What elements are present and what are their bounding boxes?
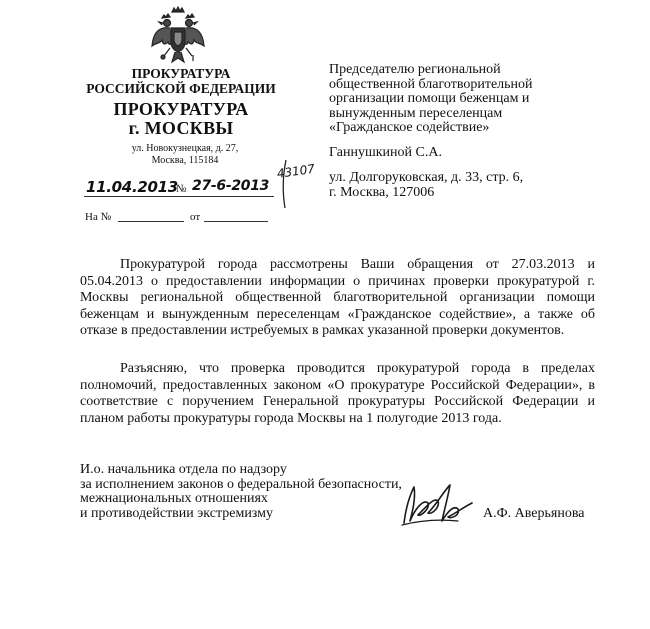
recipient-title — [329, 63, 629, 136]
registration-date: 11.04.2013 — [86, 178, 178, 196]
recipient-line-5: «Гражданское содействие» — [329, 120, 490, 135]
registration-number-label: № — [176, 183, 187, 195]
signer-title — [80, 463, 410, 521]
reference-date-blank — [204, 221, 268, 222]
handwritten-signature — [398, 477, 480, 529]
recipient-address-line-2: г. Москва, 127006 — [329, 185, 435, 200]
recipient-line-1: Председателю региональной — [329, 62, 501, 77]
office-line-2: г. МОСКВЫ — [128, 118, 234, 138]
reference-from-label: от — [190, 211, 201, 223]
org-line-2: РОССИЙСКОЙ ФЕДЕРАЦИИ — [86, 81, 276, 96]
signer-title-line-3: межнациональных отношениях — [80, 491, 268, 507]
sender-address-line-1: ул. Новокузнецкая, д. 27, — [131, 143, 239, 154]
registration-number: 27-6-2013 — [192, 178, 270, 194]
recipient-address-line-1: ул. Долгоруковская, д. 33, стр. 6, — [329, 170, 524, 185]
double-headed-eagle-emblem — [150, 6, 206, 68]
org-line-1: ПРОКУРАТУРА — [131, 66, 231, 81]
body-paragraph-1: Прокуратурой города рассмотрены Ваши обращения от 27.03.2013 и 05.04.2013 о предоставлении информации о причинах проверки прокуратурой г. Москвы региональной общественной благотворительной организации помощи беженцам и вынужденным переселенцам «Гражданское содействие», а также об отказе в предоставлении истребуемых в рамках указанной проверки документов. — [80, 257, 595, 339]
signer-name: А.Ф. Аверьянова — [483, 506, 585, 521]
recipient-line-4: вынужденным переселенцам — [329, 105, 503, 121]
signer-title-line-2: за исполнением законов о федеральной безопасности, — [80, 476, 402, 492]
recipient-line-2: общественной благотворительной — [329, 76, 533, 92]
reference-number-label: На № — [85, 211, 112, 223]
moscow-prosecutor-office-heading — [68, 100, 294, 138]
prosecutor-general-office-heading — [68, 66, 294, 96]
registration-underline — [84, 196, 274, 197]
body-paragraph-2: Разъясняю, что проверка проводится прокуратурой города в пределах полномочий, предоставленных законом «О прокуратуре Российской Федерации», в соответствие с поручением Генеральной прокуратуры Российской Федерации и планом работы прокуратуры города Москвы на 1 полугодие 2013 года. — [80, 361, 595, 426]
signer-title-line-1: И.о. начальника отдела по надзору — [80, 462, 287, 477]
reference-number-blank — [118, 221, 184, 222]
stamp-number: 43107 — [276, 161, 316, 181]
sender-address-line-2: Москва, 115184 — [151, 155, 219, 166]
recipient-name: Ганнушкиной С.А. — [329, 145, 442, 160]
signer-title-line-4: и противодействии экстремизму — [80, 505, 273, 521]
office-line-1: ПРОКУРАТУРА — [113, 99, 249, 119]
recipient-line-3: организации помощи беженцам и — [329, 91, 530, 106]
recipient-address — [329, 170, 629, 200]
sender-address — [100, 143, 270, 167]
